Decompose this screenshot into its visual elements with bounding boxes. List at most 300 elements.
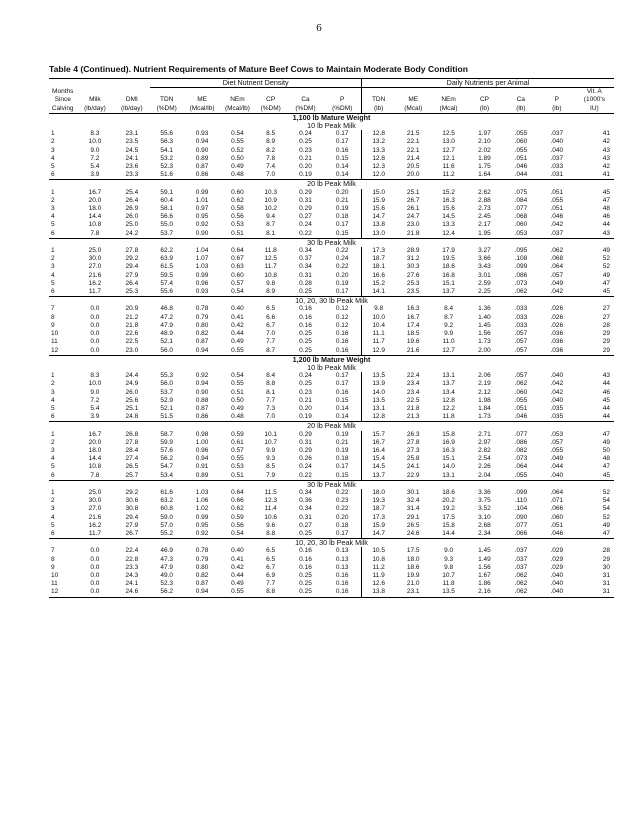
table-cell: 10.8 <box>264 271 277 279</box>
table-cell: 0.0 <box>76 588 113 597</box>
table-cell: 54.1 <box>160 146 174 154</box>
table-cell: 27.9 <box>125 521 139 529</box>
table-cell: 2.19 <box>478 380 491 388</box>
table-cell: .071 <box>550 497 564 505</box>
table-cell: 12.8 <box>362 130 396 138</box>
table-cell: 19.9 <box>406 571 420 579</box>
table-cell: 12.4 <box>442 229 455 237</box>
table-cell: 25.0 <box>125 221 139 229</box>
table-cell: 15.6 <box>362 205 396 213</box>
table-cell: 16.3 <box>442 446 455 454</box>
table-row <box>49 247 614 255</box>
table-cell: 32.4 <box>406 497 420 505</box>
table-cell: 0.58 <box>231 205 244 213</box>
table-cell: .077 <box>514 205 528 213</box>
column-header-line: (Mcal) <box>439 104 458 112</box>
table-cell: 8.7 <box>444 313 454 321</box>
table-cell: 2.06 <box>478 372 491 380</box>
table-cell: 1 <box>51 372 55 380</box>
table-row <box>49 556 614 564</box>
table-cell: .064 <box>514 463 528 471</box>
table-cell: 61.5 <box>160 263 174 271</box>
table-cell: 15.7 <box>362 431 396 439</box>
table-cell: 9.9 <box>266 446 276 454</box>
table-cell: 26.8 <box>125 430 139 438</box>
table-cell: .033 <box>514 321 528 329</box>
table-cell: 0.17 <box>335 138 349 146</box>
table-cell: 0.14 <box>335 163 349 171</box>
table-cell: 0.95 <box>195 521 209 529</box>
table-cell: 1.86 <box>478 580 491 588</box>
table-cell: 6.6 <box>266 313 276 321</box>
table-cell: .055 <box>550 446 564 454</box>
table-cell: 0.57 <box>231 446 244 454</box>
table-cell: 0.22 <box>335 488 349 496</box>
table-cell: 2.34 <box>478 529 491 537</box>
table-cell: 29.2 <box>125 488 139 496</box>
table-cell: 26.0 <box>125 388 139 396</box>
table-cell: 0.82 <box>195 330 209 338</box>
table-cell: 0.54 <box>231 372 244 380</box>
table-cell: 53.7 <box>160 388 174 396</box>
table-cell: 0.16 <box>299 313 312 321</box>
table-cell: 22.5 <box>406 396 420 404</box>
table-cell: 0.56 <box>231 521 244 529</box>
table-cell: 0.18 <box>335 213 349 221</box>
table-cell: 54 <box>602 497 610 505</box>
table-cell: 0.98 <box>195 430 209 438</box>
table-cell: .099 <box>514 488 528 496</box>
table-cell: 18.0 <box>362 489 396 497</box>
column-header <box>183 88 221 114</box>
table-cell: 20.2 <box>442 497 455 505</box>
table-cell: 0.23 <box>299 146 312 154</box>
table-cell: 0.20 <box>299 404 312 412</box>
table-cell: 2 <box>51 438 55 446</box>
table-row <box>49 431 614 439</box>
table-cell: 42 <box>602 138 610 146</box>
section-heading-row <box>49 422 614 431</box>
group-header-daily: Daily Nutrients per Animal <box>362 79 615 88</box>
table-cell: 14.5 <box>362 463 396 471</box>
table-cell: 0.92 <box>195 529 209 537</box>
table-cell: 0.16 <box>299 547 312 555</box>
table-cell: 24.1 <box>125 154 139 162</box>
table-cell: 47 <box>602 196 610 204</box>
table-cell: 3 <box>51 205 55 213</box>
table-cell: .029 <box>550 547 564 555</box>
table-cell: 27.3 <box>406 446 420 454</box>
table-cell: 14.5 <box>442 213 455 221</box>
column-header <box>113 88 150 114</box>
table-row <box>49 564 614 572</box>
table-cell: 13.7 <box>442 288 455 296</box>
column-header-line: NEm <box>441 96 456 104</box>
table-cell: 10.0 <box>362 314 396 322</box>
table-cell: 5 <box>51 521 55 529</box>
table-cell: 53.4 <box>160 471 174 479</box>
table-cell: 10.1 <box>264 430 277 438</box>
table-cell: .068 <box>514 213 528 221</box>
table-cell: 0.91 <box>195 463 209 471</box>
table-cell: 7.8 <box>266 154 276 162</box>
table-cell: .044 <box>514 171 528 179</box>
table-cell: 28.9 <box>406 247 420 255</box>
table-cell: 55.2 <box>160 529 174 537</box>
table-cell: 2.71 <box>478 430 491 438</box>
table-cell: 8 <box>51 555 55 563</box>
table-cell: .066 <box>514 529 528 537</box>
table-cell: 10.8 <box>88 463 102 471</box>
table-cell: 4 <box>51 271 55 279</box>
table-cell: 0.42 <box>231 563 244 571</box>
table-cell: 16.6 <box>362 272 396 280</box>
table-cell: 21.6 <box>406 346 420 354</box>
table-cell: .060 <box>550 513 564 521</box>
table-cell: 21.3 <box>406 413 420 421</box>
table-cell: 0.94 <box>195 346 209 354</box>
table-cell: .073 <box>514 279 528 287</box>
table-cell: .042 <box>550 221 564 229</box>
table-cell: 11.5 <box>264 488 277 496</box>
table-cell: 11.7 <box>88 529 101 537</box>
table-cell: 4 <box>51 396 55 404</box>
table-cell: 57.6 <box>160 446 174 454</box>
table-cell: 2.12 <box>478 388 491 396</box>
table-cell: 0.86 <box>195 413 209 421</box>
table-cell: 16.7 <box>406 313 420 321</box>
table-cell: 1.04 <box>195 247 209 255</box>
table-cell: 16.7 <box>362 439 396 447</box>
column-header <box>323 88 361 114</box>
table-cell: 0.19 <box>335 279 349 287</box>
table-cell: .057 <box>514 330 528 338</box>
table-cell: 54.7 <box>160 463 174 471</box>
table-cell: 0.23 <box>335 497 349 505</box>
table-cell: 29.1 <box>406 513 420 521</box>
table-cell: 29 <box>602 555 610 563</box>
table-cell: 3.01 <box>478 271 491 279</box>
table-cell: 0.90 <box>195 146 209 154</box>
table-cell: 12.8 <box>362 155 396 163</box>
table-cell: 0.97 <box>195 205 209 213</box>
table-cell: 52 <box>602 255 610 263</box>
table-cell: 20.0 <box>88 196 102 204</box>
table-cell: 3.9 <box>90 171 100 179</box>
section-heading: 10, 20, 30 lb Peak Milk <box>49 297 614 306</box>
table-cell: 23.3 <box>125 563 139 571</box>
table-row <box>49 463 614 471</box>
table-cell: 9.4 <box>266 213 276 221</box>
table-cell: 13.7 <box>442 380 455 388</box>
table-cell: 0.14 <box>335 171 349 179</box>
table-cell: 27 <box>602 313 610 321</box>
table-cell: 0.0 <box>90 555 100 563</box>
table-cell: 60.4 <box>160 196 174 204</box>
table-cell: 29.4 <box>125 513 139 521</box>
table-cell: 0.25 <box>299 571 312 579</box>
table-cell: .033 <box>514 305 528 313</box>
section-heading: 30 lb Peak Milk <box>49 480 614 489</box>
table-cell: 11.7 <box>264 263 277 271</box>
table-cell: 0.27 <box>299 521 312 529</box>
table-row <box>49 138 614 146</box>
table-cell: 3 <box>51 263 55 271</box>
table-cell: 7 <box>51 305 55 313</box>
table-cell: 27.9 <box>125 271 139 279</box>
table-row <box>49 580 614 588</box>
table-cell: 13.1 <box>442 372 455 380</box>
table-cell: 24.4 <box>125 372 139 380</box>
table-cell: 9.0 <box>90 146 100 154</box>
column-header-line: (lb/day) <box>84 104 106 112</box>
table-cell: 0.29 <box>299 430 312 438</box>
table-cell: 17.5 <box>406 547 420 555</box>
section-heading-row <box>49 539 614 548</box>
table-cell: 9 <box>51 563 55 571</box>
table-cell: 9.8 <box>362 305 396 313</box>
table-cell: 0.16 <box>323 588 361 597</box>
table-cell: 8.1 <box>266 388 276 396</box>
table-row <box>49 497 614 505</box>
table-cell: 13.3 <box>442 221 455 229</box>
table-cell: 0.16 <box>335 571 349 579</box>
table-cell: 18.0 <box>88 205 102 213</box>
table-cell: 0.0 <box>90 547 100 555</box>
table-cell: 0.17 <box>335 380 349 388</box>
table-cell: 15.6 <box>442 205 455 213</box>
table-cell: 0.20 <box>335 271 349 279</box>
table-cell: 27.8 <box>406 438 420 446</box>
table-cell: .062 <box>550 247 564 255</box>
column-header <box>76 88 113 114</box>
table-cell: 27.8 <box>125 438 139 446</box>
table-cell: 0.51 <box>231 229 244 237</box>
table-cell: 10.2 <box>264 205 277 213</box>
table-row <box>49 314 614 322</box>
table-cell: 21.8 <box>125 321 139 329</box>
table-cell: 0.59 <box>231 513 244 521</box>
table-cell: .040 <box>550 372 564 380</box>
table-row <box>49 288 614 297</box>
table-cell: 0.25 <box>288 588 324 597</box>
table-cell: 52.3 <box>160 163 174 171</box>
table-cell: 26.7 <box>406 196 420 204</box>
table-cell: 58.1 <box>160 205 174 213</box>
table-cell: 13.7 <box>362 472 396 481</box>
table-cell: .037 <box>550 154 564 162</box>
table-cell: 26.7 <box>125 529 139 537</box>
table-cell: 0.25 <box>299 138 312 146</box>
table-cell: 0.55 <box>231 455 244 463</box>
table-cell: 11.7 <box>362 338 396 346</box>
column-header-line: Milk <box>89 96 101 104</box>
table-cell: 0.95 <box>195 213 209 221</box>
table-cell: 8.5 <box>266 130 276 138</box>
table-cell: 13.3 <box>362 147 396 155</box>
table-cell: 2 <box>51 138 55 146</box>
table-row <box>49 230 614 239</box>
table-cell: 1.56 <box>478 330 491 338</box>
table-cell: 47 <box>602 279 610 287</box>
table-cell: 7.2 <box>90 396 100 404</box>
table-cell: 30.6 <box>125 497 139 505</box>
table-cell: .060 <box>514 138 528 146</box>
table-cell: 0.62 <box>231 196 244 204</box>
table-cell: 0.0 <box>90 580 100 588</box>
table-cell: 0.54 <box>231 529 244 537</box>
column-header-line: NEm <box>230 96 245 104</box>
table-cell: .108 <box>514 255 528 263</box>
table-cell: 1.49 <box>478 555 491 563</box>
table-cell: 11.4 <box>264 505 277 513</box>
weight-heading-row <box>49 113 614 122</box>
table-cell: .037 <box>550 130 564 138</box>
table-cell: .055 <box>514 396 528 404</box>
table-row <box>49 347 614 356</box>
table-cell: 1.45 <box>478 321 491 329</box>
table-cell: 0.24 <box>299 372 312 380</box>
table-cell: 0.0 <box>90 305 100 313</box>
table-cell: 22.6 <box>125 330 139 338</box>
table-cell: 6 <box>51 413 55 421</box>
table-cell: 24.5 <box>125 146 139 154</box>
table-cell: 18.0 <box>406 555 420 563</box>
table-cell: 0.48 <box>231 171 244 179</box>
table-cell: 0.80 <box>195 321 209 329</box>
table-cell: 0.31 <box>299 196 312 204</box>
column-header <box>362 88 396 114</box>
table-cell: 13.8 <box>362 588 396 597</box>
section-heading: 10 lb Peak Milk <box>307 363 356 372</box>
table-cell: 13.4 <box>442 388 455 396</box>
table-cell: 27.0 <box>88 263 102 271</box>
table-cell: 21.0 <box>406 580 420 588</box>
table-cell: 18.5 <box>406 330 420 338</box>
table-cell: 47 <box>602 430 610 438</box>
table-cell: 4 <box>51 455 55 463</box>
table-cell: .057 <box>550 438 564 446</box>
table-cell: 11.0 <box>442 338 455 346</box>
table-cell: 30.0 <box>88 255 102 263</box>
table-cell: .062 <box>514 580 528 588</box>
table-cell: 44 <box>602 413 610 421</box>
weight-heading-row <box>49 355 614 364</box>
table-cell: 55.0 <box>160 221 174 229</box>
table-cell: 43 <box>602 146 610 154</box>
table-cell: 0.55 <box>231 346 244 354</box>
table-cell: 13.0 <box>442 138 455 146</box>
table-cell: 47 <box>602 529 610 537</box>
table-cell: 49 <box>602 247 610 255</box>
table-cell: 22.1 <box>406 138 420 146</box>
table-cell: 12.2 <box>442 404 455 412</box>
table-cell: 0.17 <box>335 130 349 138</box>
table-cell: 31.4 <box>406 505 420 513</box>
table-cell: 56.0 <box>160 380 174 388</box>
table-cell: .086 <box>514 271 528 279</box>
table-cell: 7.7 <box>266 396 276 404</box>
table-cell: .068 <box>550 255 564 263</box>
table-cell: 0.12 <box>335 305 349 313</box>
table-cell: 1.64 <box>478 171 491 179</box>
table-cell: 43 <box>602 229 610 237</box>
table-cell: 0.21 <box>335 196 349 204</box>
table-cell: 8 <box>51 313 55 321</box>
table-cell: 17.3 <box>362 247 396 255</box>
table-cell: 25.3 <box>406 279 420 287</box>
table-cell: 14.7 <box>362 530 396 539</box>
table-cell: 21.6 <box>88 513 102 521</box>
table-cell: 25.1 <box>406 188 420 196</box>
table-cell: 43 <box>602 154 610 162</box>
table-cell: .037 <box>514 547 528 555</box>
table-cell: .042 <box>550 380 564 388</box>
table-cell: 5 <box>51 221 55 229</box>
table-cell: 0.87 <box>195 580 209 588</box>
table-cell: 0.53 <box>231 221 244 229</box>
table-cell: 0.16 <box>335 330 349 338</box>
table-cell: 9.8 <box>444 563 454 571</box>
table-cell: 0.90 <box>195 388 209 396</box>
table-cell: 11.1 <box>362 330 396 338</box>
table-cell: 0.16 <box>335 346 349 354</box>
table-cell: 29.2 <box>125 255 139 263</box>
column-header-line: CP <box>479 96 489 104</box>
table-row <box>49 472 614 481</box>
table-cell: 1.40 <box>478 313 491 321</box>
column-header-line: TDN <box>371 96 386 104</box>
table-cell: 8.8 <box>254 588 288 597</box>
column-header-line: Vit. A <box>586 88 602 96</box>
table-cell: 10.4 <box>362 322 396 330</box>
table-cell: .051 <box>550 188 564 196</box>
table-cell: 15.1 <box>442 455 455 463</box>
table-cell: 16.4 <box>362 447 396 455</box>
table-cell: 59.0 <box>160 513 174 521</box>
table-cell: 1.03 <box>195 488 209 496</box>
table-cell: 0.54 <box>231 288 244 296</box>
table-cell: 1 <box>51 188 55 196</box>
table-cell: 11.8 <box>442 413 455 421</box>
table-cell: 9.9 <box>444 330 454 338</box>
table-cell: .060 <box>514 388 528 396</box>
table-row <box>49 221 614 229</box>
table-cell: 0.34 <box>299 505 312 513</box>
table-cell: 9.3 <box>444 555 454 563</box>
table-cell: .053 <box>514 229 528 237</box>
table-cell: 24.9 <box>125 380 139 388</box>
table-cell: 2.16 <box>466 588 503 597</box>
table-cell: 0.25 <box>299 338 312 346</box>
table-cell: 7.8 <box>90 471 100 479</box>
table-cell: 1 <box>51 130 55 138</box>
table-cell: 0.63 <box>231 263 244 271</box>
table-cell: 52.3 <box>160 580 174 588</box>
table-cell: 0.41 <box>231 555 244 563</box>
table-cell: 46 <box>602 213 610 221</box>
table-cell: 0.25 <box>299 330 312 338</box>
column-header <box>503 88 539 114</box>
table-cell: 12.7 <box>442 346 455 354</box>
table-cell: 6 <box>51 229 55 237</box>
column-header-line: ME <box>408 96 419 104</box>
table-cell: 8.8 <box>266 380 276 388</box>
column-header-line: (%DM) <box>260 104 281 112</box>
column-header <box>150 88 183 114</box>
table-cell: 55.6 <box>160 288 174 296</box>
table-cell: 28 <box>602 321 610 329</box>
